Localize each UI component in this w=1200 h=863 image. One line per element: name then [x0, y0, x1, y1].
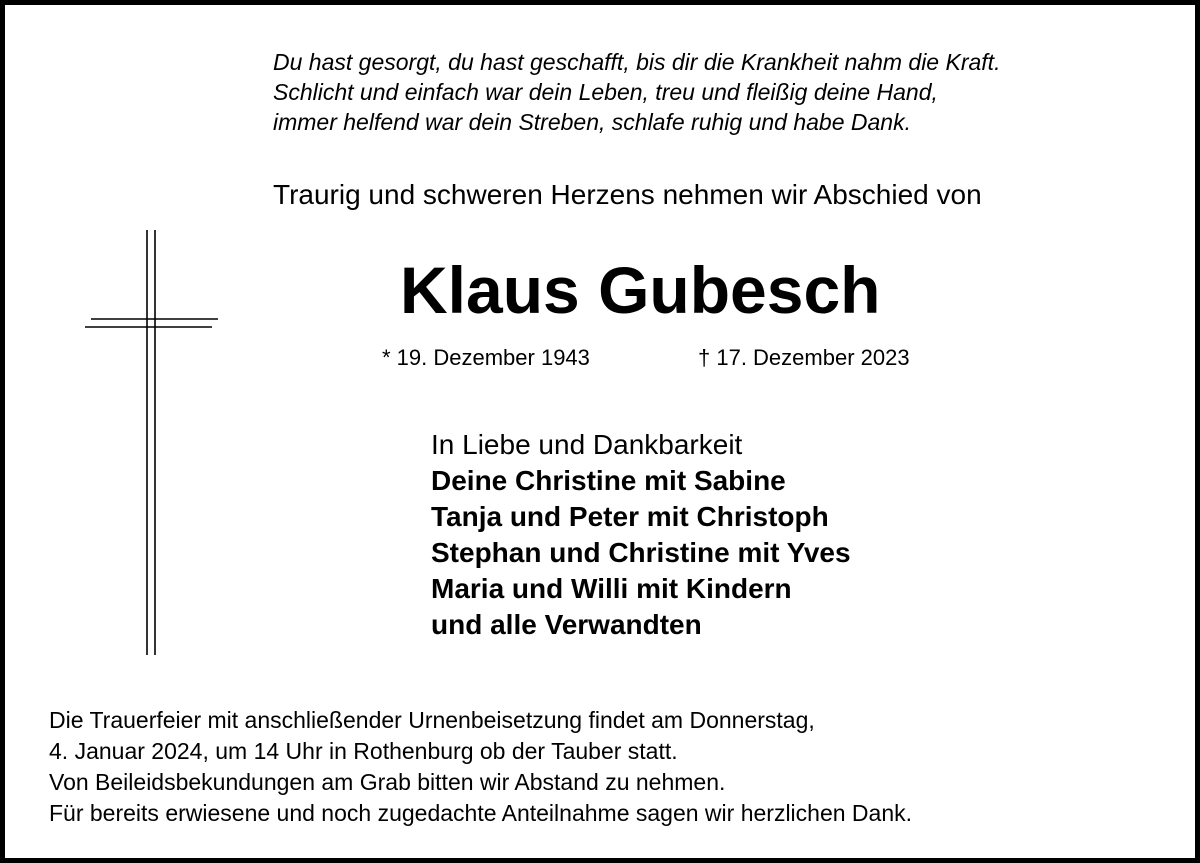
death-date: † 17. Dezember 2023 — [698, 345, 910, 370]
mourners-heading: In Liebe und Dankbarkeit — [431, 429, 743, 460]
mourner-line: und alle Verwandten — [431, 609, 702, 640]
mourner-line: Deine Christine mit Sabine — [431, 465, 786, 496]
footer-line: 4. Januar 2024, um 14 Uhr in Rothenburg ob der Tauber statt. — [49, 738, 678, 764]
mourner-line: Tanja und Peter mit Christoph — [431, 501, 829, 532]
mourners-list — [431, 427, 851, 643]
footer-line: Die Trauerfeier mit anschließender Urnenbeisetzung findet am Donnerstag, — [49, 707, 815, 733]
footer-line: Von Beileidsbekundungen am Grab bitten wir Abstand zu nehmen. — [49, 769, 726, 795]
poem-line: Du hast gesorgt, du hast geschafft, bis dir die Krankheit nahm die Kraft. — [273, 49, 1001, 75]
deceased-name: Klaus Gubesch — [400, 253, 881, 327]
mourner-line: Maria und Willi mit Kindern — [431, 573, 792, 604]
farewell-intro: Traurig und schweren Herzens nehmen wir Abschied von — [273, 179, 982, 210]
memorial-poem — [273, 47, 1173, 137]
cross-icon — [85, 230, 221, 655]
poem-line: immer helfend war dein Streben, schlafe ruhig und habe Dank. — [273, 109, 911, 135]
poem-line: Schlicht und einfach war dein Leben, treu und fleißig deine Hand, — [273, 79, 938, 105]
footer-line: Für bereits erwiesene und noch zugedachte Anteilnahme sagen wir herzlichen Dank. — [49, 800, 913, 826]
funeral-information — [49, 705, 912, 829]
mourner-line: Stephan und Christine mit Yves — [431, 537, 851, 568]
birth-date: * 19. Dezember 1943 — [382, 345, 590, 370]
